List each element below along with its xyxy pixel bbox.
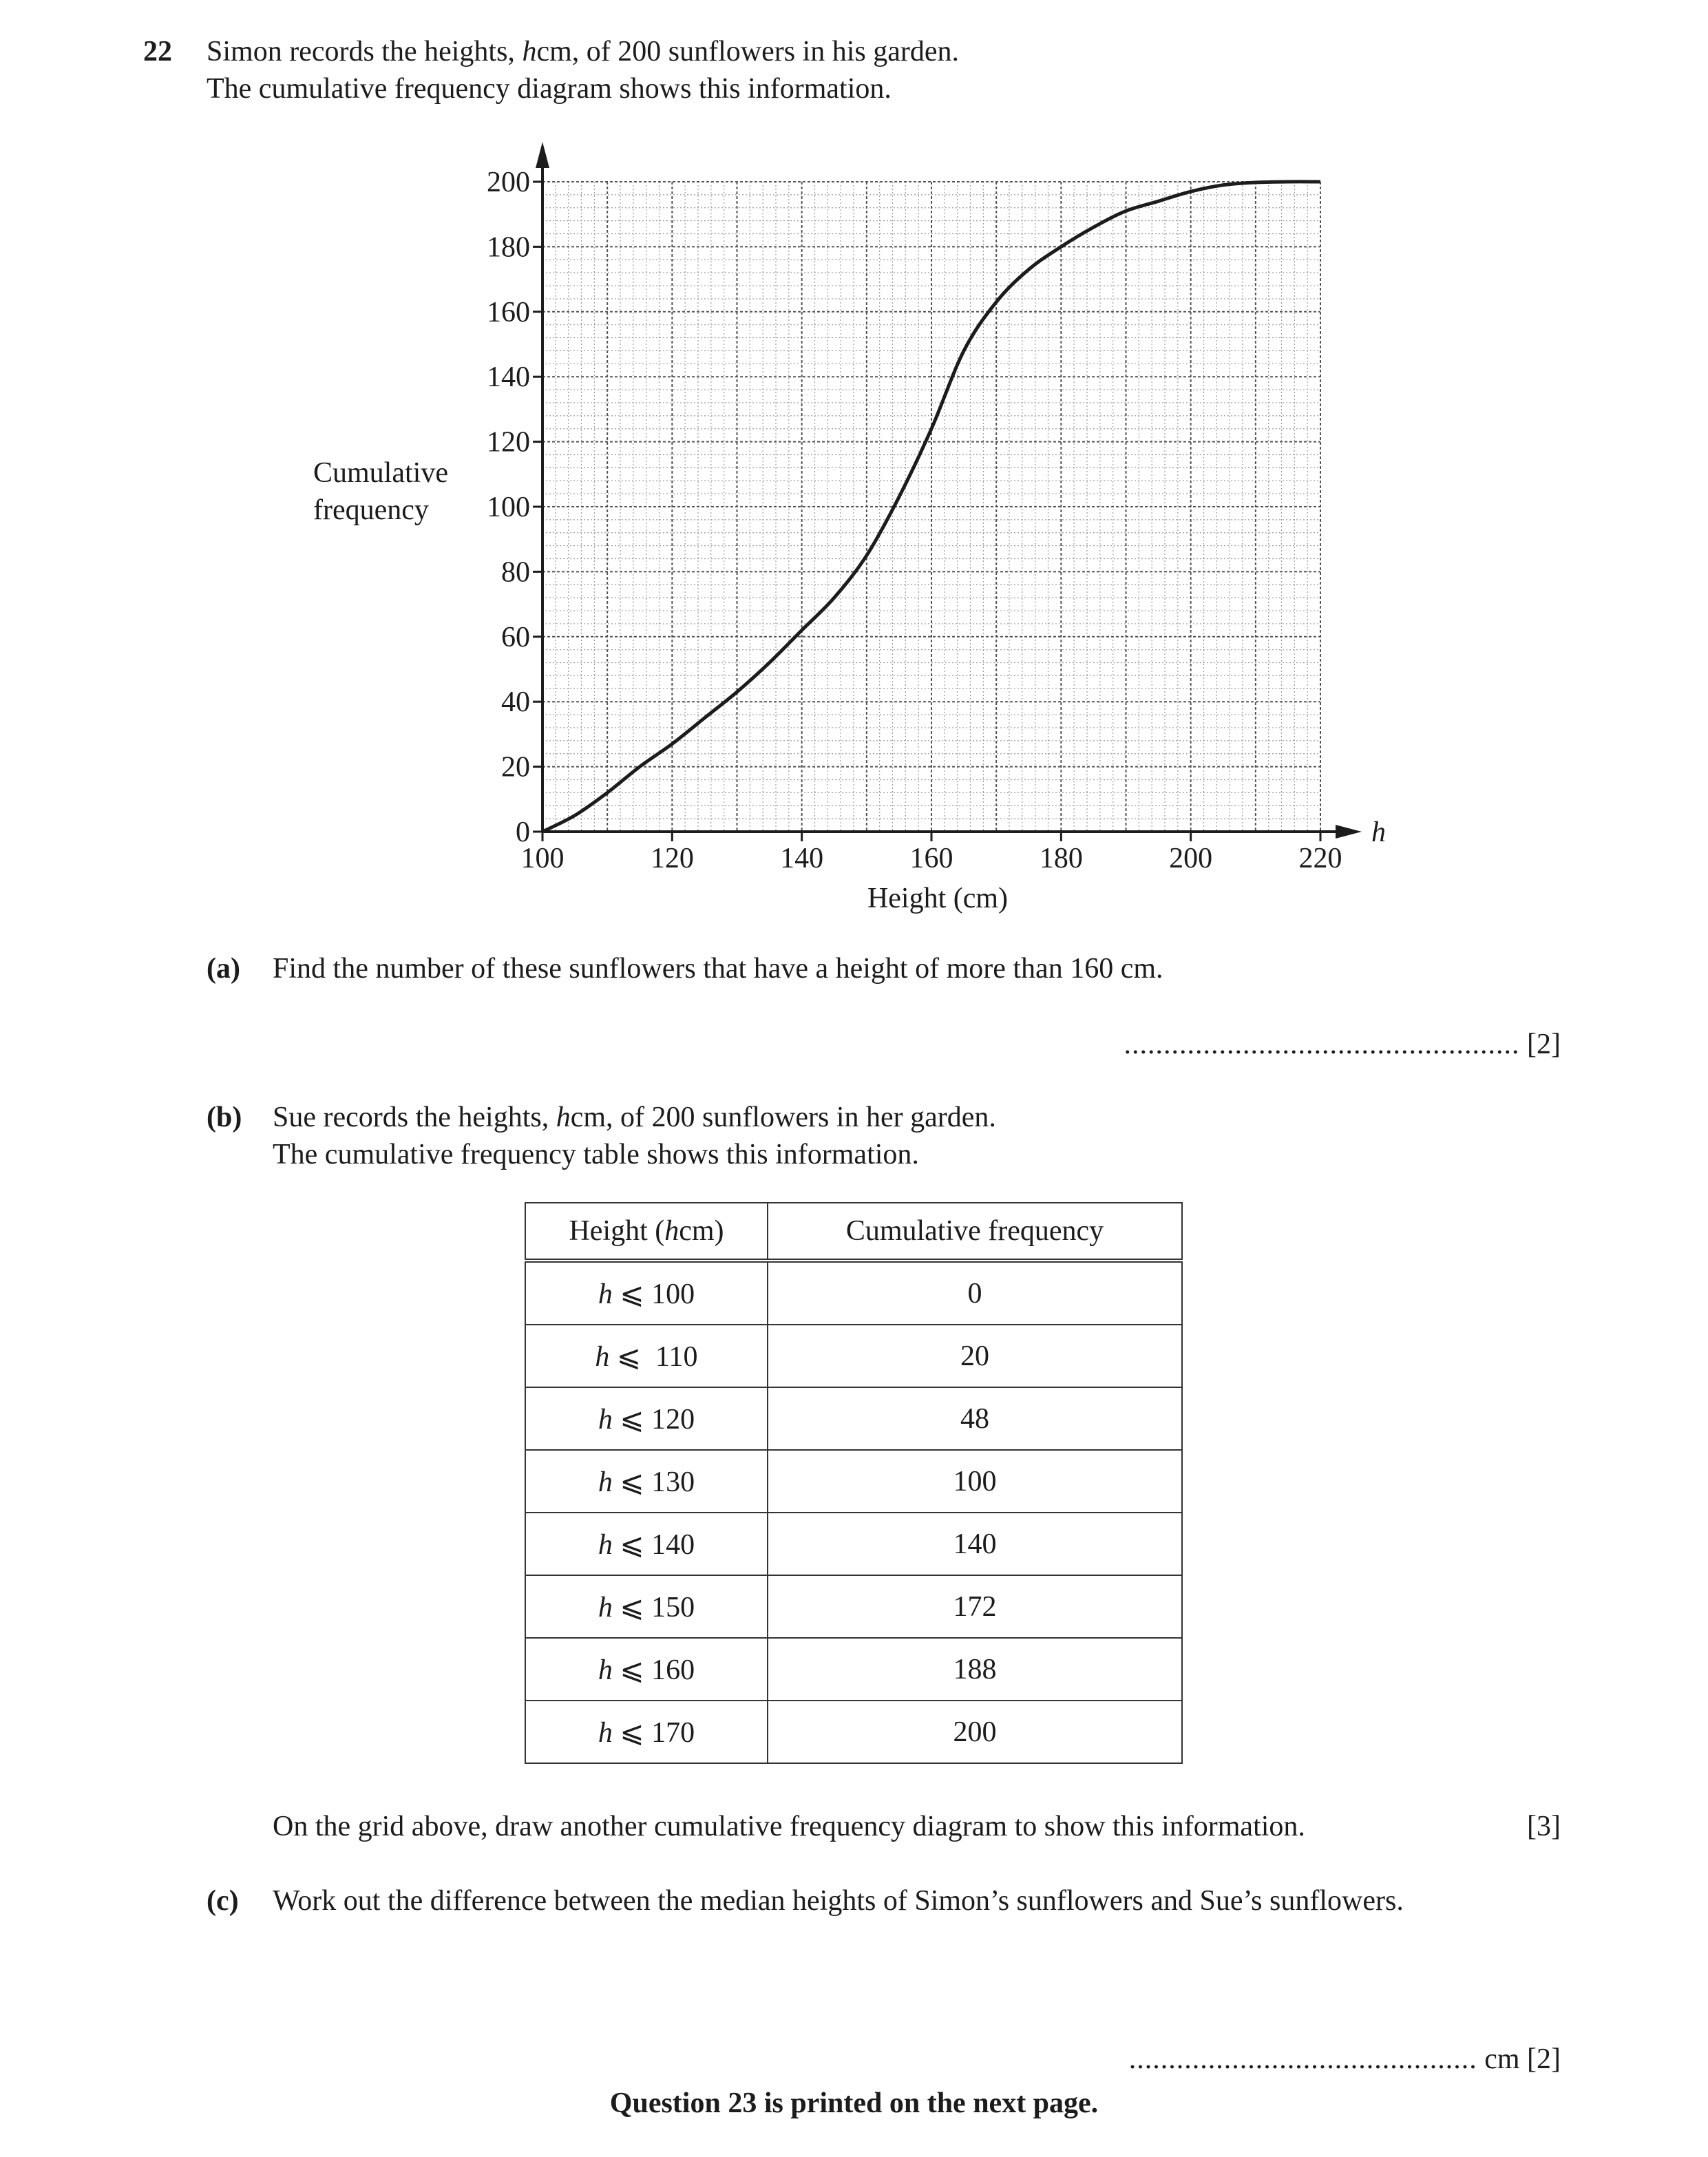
part-a-answer-line: [1124, 1026, 1561, 1063]
part-b-var-h: h: [556, 1102, 571, 1133]
height-cell: [525, 1638, 768, 1701]
height-cond: ⩽ 160: [612, 1654, 695, 1686]
y-tick-label: 80: [501, 556, 530, 589]
height-var: h: [598, 1278, 613, 1310]
part-b-label: (b): [207, 1102, 242, 1133]
part-a-marks: [2]: [1527, 1029, 1561, 1060]
x-tick-label: 220: [1298, 843, 1342, 874]
y-tick-label: 200: [487, 167, 530, 198]
x-tick-label: 180: [1039, 843, 1083, 874]
answer-dots[interactable]: ..................................................: [1124, 1029, 1520, 1060]
table-row: [525, 1450, 1182, 1513]
part-c-text: Work out the difference between the median heights of Simon’s sunflowers and Sue’s sunflowers.: [273, 1885, 1404, 1917]
part-c-answer-line: [1129, 2041, 1561, 2078]
cf-cell: 140: [768, 1513, 1182, 1575]
intro-text-a: Simon records the heights,: [207, 36, 523, 67]
height-cell: [525, 1325, 768, 1387]
cf-cell: 172: [768, 1575, 1182, 1638]
height-cell: [525, 1261, 768, 1325]
cf-cell: 200: [768, 1701, 1182, 1763]
x-axis-arrow: [1336, 825, 1362, 839]
header-height: [525, 1203, 768, 1261]
y-axis-arrow: [536, 142, 549, 168]
y-axis-label-line1: Cumulative: [313, 457, 448, 489]
y-tick-label: 0: [516, 817, 530, 848]
table-row: [525, 1325, 1182, 1387]
header-height-a: Height (: [569, 1215, 665, 1247]
sue-cumulative-frequency-table: [525, 1202, 1183, 1764]
y-tick-label: 160: [487, 296, 530, 328]
height-cell: [525, 1575, 768, 1638]
question-number: 22: [143, 36, 172, 67]
height-cond: ⩽ 140: [612, 1528, 695, 1561]
y-tick-label: 60: [501, 621, 530, 653]
table-row: [525, 1513, 1182, 1575]
intro-var-h: h: [522, 36, 537, 67]
header-height-var: h: [664, 1215, 679, 1247]
height-var: h: [598, 1654, 613, 1686]
height-var: h: [598, 1403, 613, 1435]
part-b-text-a: Sue records the heights,: [273, 1102, 556, 1133]
height-cell: [525, 1513, 768, 1575]
height-var: h: [598, 1528, 613, 1561]
part-b-line2: The cumulative frequency table shows this information.: [273, 1139, 919, 1170]
height-cell: [525, 1387, 768, 1450]
y-tick-label: 120: [487, 426, 530, 459]
y-tick-label: 100: [487, 492, 530, 523]
part-b-marks: [3]: [1527, 1811, 1561, 1842]
part-b-instruction: On the grid above, draw another cumulative frequency diagram to show this information.: [273, 1811, 1305, 1842]
part-c-marks: [2]: [1527, 2043, 1561, 2075]
footer-next-page: Question 23 is printed on the next page.: [609, 2087, 1099, 2119]
height-cond: ⩽ 170: [612, 1716, 695, 1749]
cf-cell: 48: [768, 1387, 1182, 1450]
part-a-text: Find the number of these sunflowers that have a height of more than 160 cm.: [273, 953, 1163, 985]
table-row: [525, 1261, 1182, 1325]
intro-text-b: cm, of 200 sunflowers in his garden.: [536, 36, 959, 67]
cf-cell: 0: [768, 1261, 1182, 1325]
height-cond: ⩽ 110: [609, 1340, 698, 1373]
height-cell: [525, 1701, 768, 1763]
table-header-row: [525, 1203, 1182, 1261]
header-cumulative-frequency: Cumulative frequency: [768, 1203, 1182, 1261]
part-b-text-b: cm, of 200 sunflowers in her garden.: [570, 1102, 996, 1133]
table-row: [525, 1701, 1182, 1763]
x-tick-labels: [521, 843, 1342, 874]
y-axis-label-line2: frequency: [313, 494, 429, 526]
y-tick-label: 180: [487, 231, 530, 264]
x-tick-label: 160: [909, 843, 953, 874]
y-tick-label: 40: [501, 686, 530, 719]
x-axis-letter: h: [1371, 817, 1386, 848]
height-cond: ⩽ 100: [612, 1278, 695, 1310]
table-row: [525, 1638, 1182, 1701]
cf-cell: 100: [768, 1450, 1182, 1513]
cf-cell: 188: [768, 1638, 1182, 1701]
height-cond: ⩽ 150: [612, 1591, 695, 1623]
answer-dots[interactable]: ............................................: [1128, 2043, 1477, 2075]
y-tick-label: 20: [501, 751, 530, 783]
table-row: [525, 1387, 1182, 1450]
height-cell: [525, 1450, 768, 1513]
x-axis-label: Height (cm): [867, 883, 1009, 914]
height-cond: ⩽ 130: [612, 1466, 695, 1498]
table-row: [525, 1575, 1182, 1638]
table-body: [525, 1261, 1182, 1763]
cf-cell: 20: [768, 1325, 1182, 1387]
y-tick-labels: [487, 167, 530, 848]
question-intro-line2: The cumulative frequency diagram shows this information.: [207, 73, 892, 105]
x-tick-label: 140: [780, 843, 824, 874]
x-tick-label: 200: [1169, 843, 1213, 874]
height-var: h: [598, 1466, 613, 1498]
part-a-label: (a): [207, 953, 240, 985]
cumulative-frequency-chart: [0, 0, 1708, 936]
height-cond: ⩽ 120: [612, 1403, 695, 1435]
height-var: h: [595, 1340, 610, 1373]
part-c-unit: cm: [1484, 2043, 1520, 2075]
height-var: h: [598, 1716, 613, 1749]
part-c-label: (c): [207, 1885, 239, 1917]
x-tick-label: 100: [520, 843, 565, 874]
y-tick-label: 140: [487, 361, 530, 394]
height-var: h: [598, 1591, 613, 1623]
x-tick-label: 120: [650, 843, 694, 874]
header-height-b: cm): [679, 1215, 724, 1247]
part-b-line1: [273, 1099, 996, 1136]
